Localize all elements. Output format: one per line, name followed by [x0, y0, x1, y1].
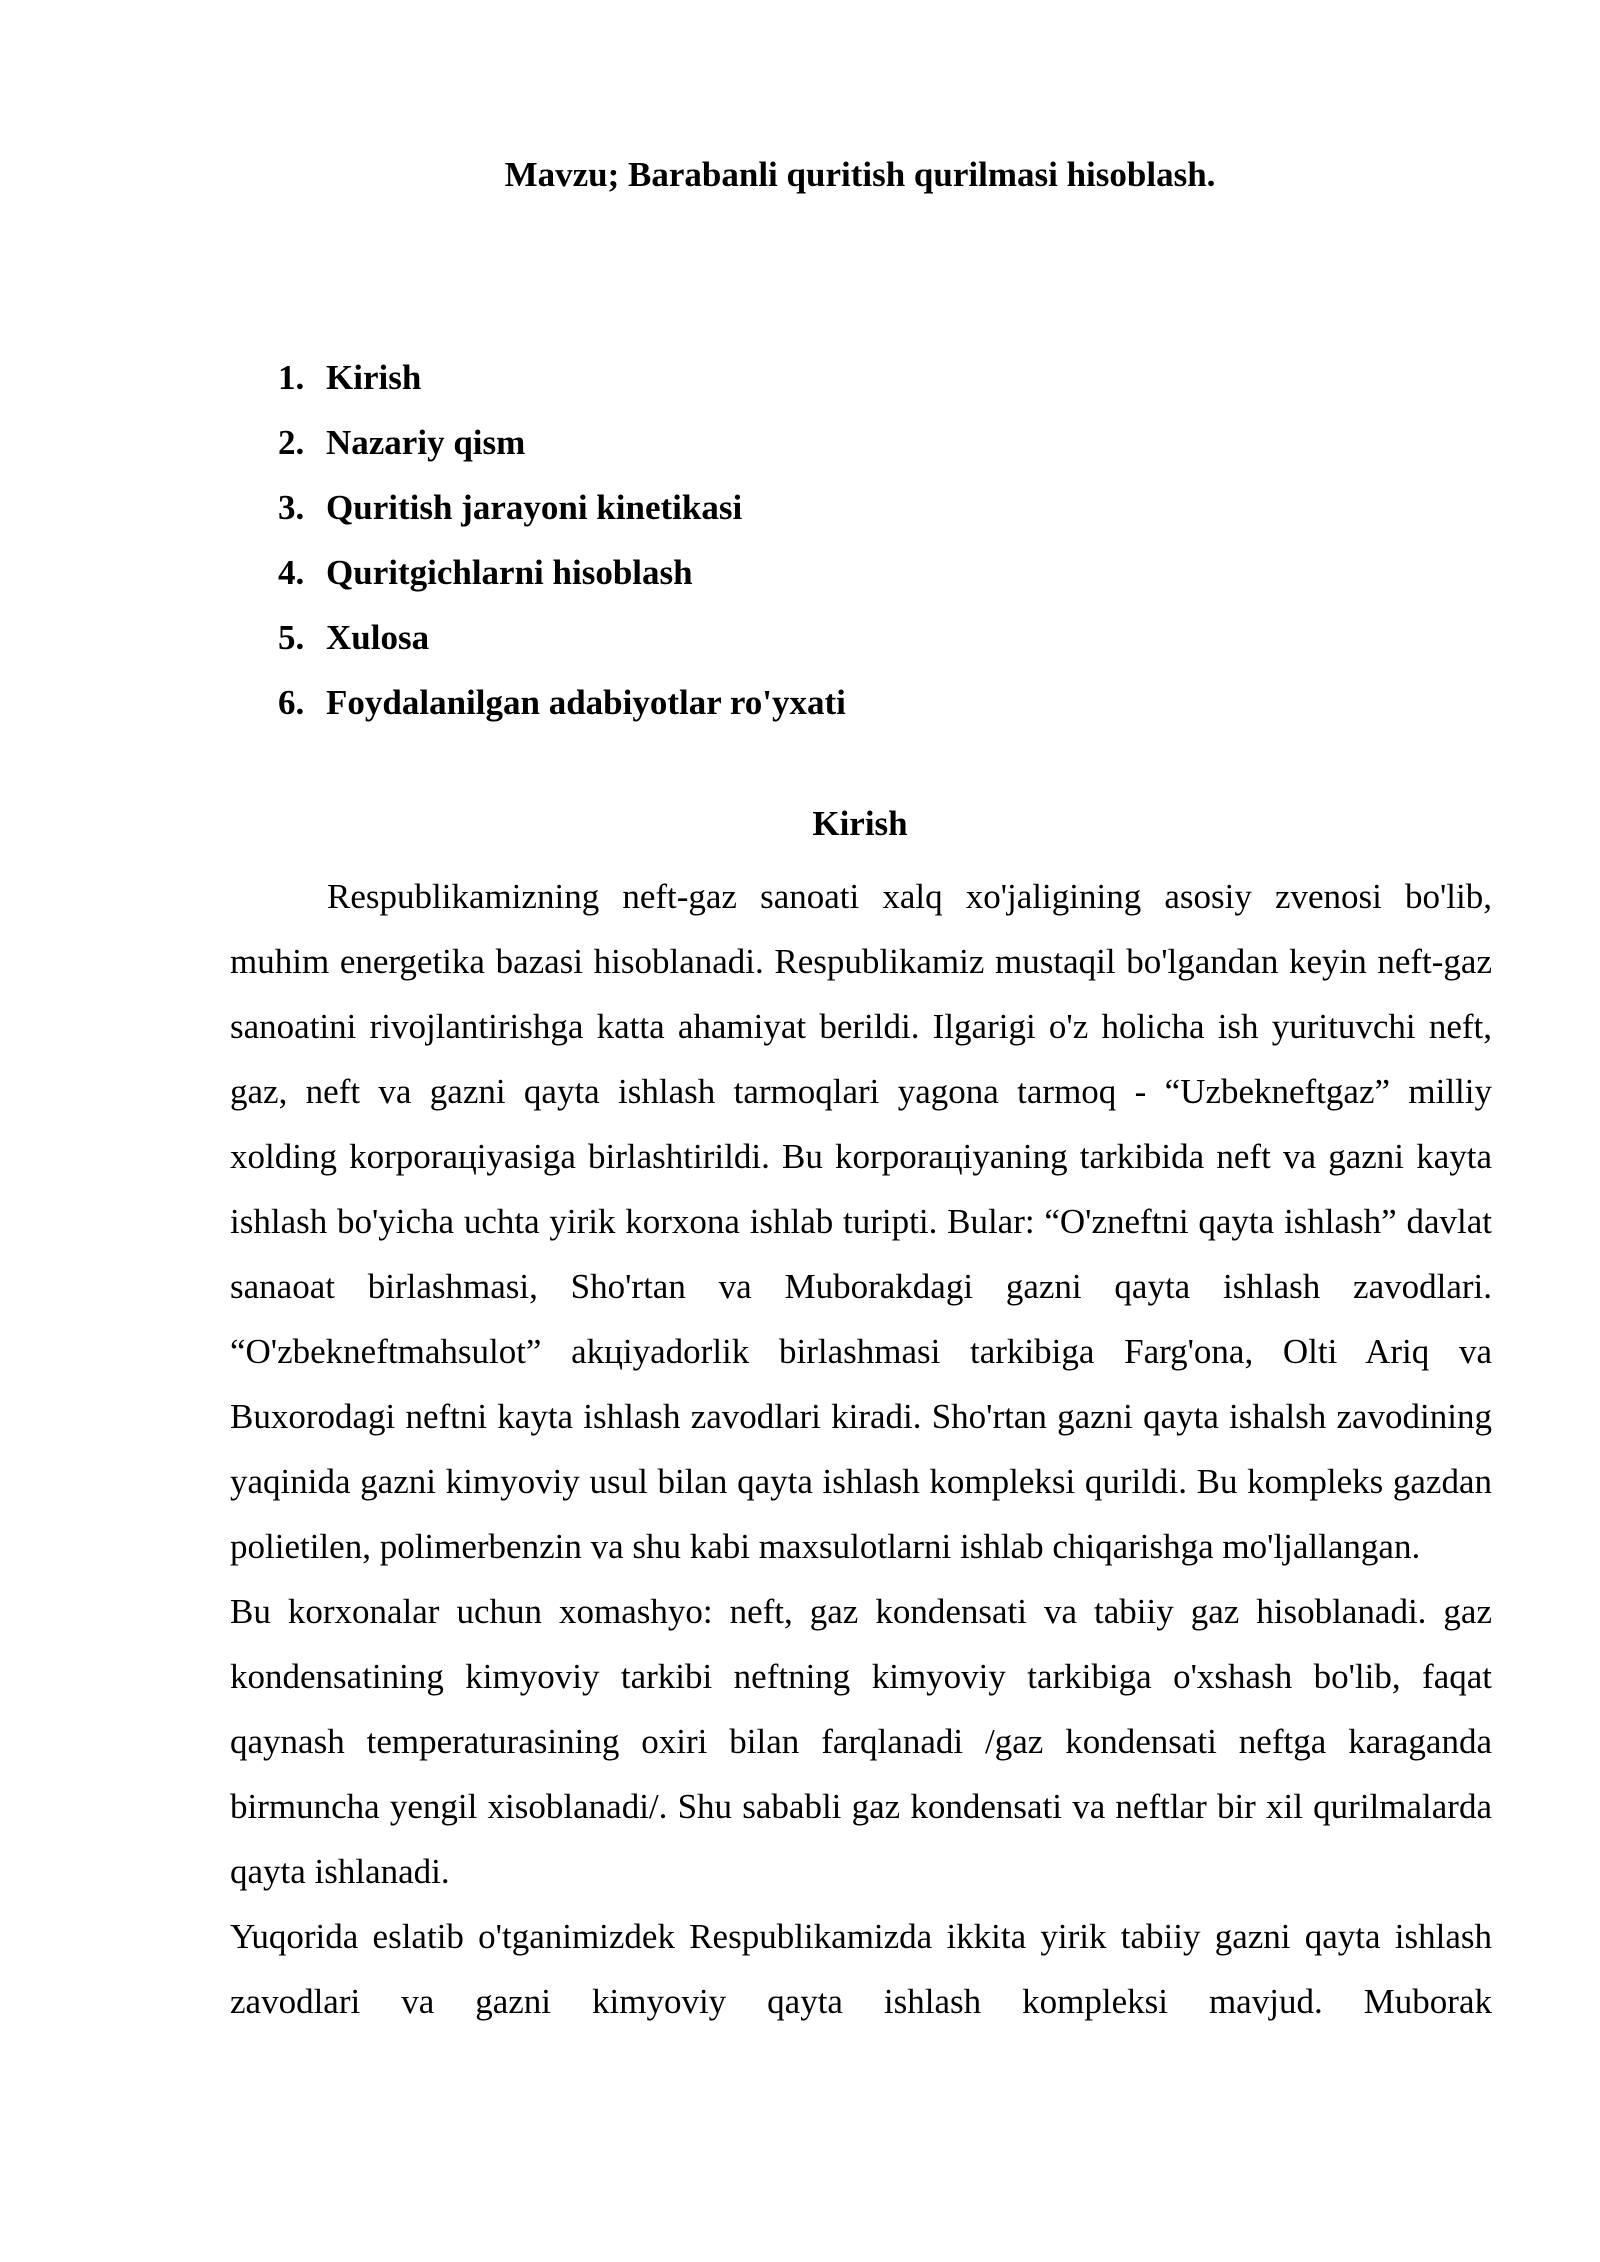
- toc-item: [278, 670, 846, 735]
- body-paragraph: Bu korxonalar uchun xomashyo: neft, gaz kondensati va tabiiy gaz hisoblanadi. gaz kondensatining kimyoviy tarkibi neftning kimyoviy tarkibiga o'xshash bo'lib, faqat qaynash temperaturasining oxiri bilan farqlanadi /gaz kondensati neftga karaganda birmuncha yengil xisoblanadi/. Shu sababli gaz kondensati va neftlar bir xil qurilmalarda qayta ishlanadi.: [230, 1592, 1492, 1891]
- toc-item-number: 5.: [278, 618, 305, 657]
- toc-item-label: Quritish jarayoni kinetikasi: [326, 488, 743, 527]
- toc-item-number: 3.: [278, 488, 305, 527]
- toc-item-label: Quritgichlarni hisoblash: [326, 553, 693, 592]
- body-paragraph: Yuqorida eslatib o'tganimizdek Respublikamizda ikkita yirik tabiiy gazni qayta ishlash zavodlari va gazni kimyoviy qayta ishlash kompleksi mavjud. Muborak: [230, 1917, 1492, 2021]
- toc-item-label: Nazariy qism: [326, 423, 526, 462]
- toc-item: [278, 540, 846, 605]
- toc-item-label: Foydalanilgan adabiyotlar ro'yxati: [326, 683, 846, 722]
- toc-item: [278, 345, 846, 410]
- table-of-contents: [278, 345, 846, 735]
- toc-item: [278, 475, 846, 540]
- toc-item-number: 2.: [278, 423, 305, 462]
- document-title: Mavzu; Barabanli quritish qurilmasi hisoblash.: [504, 155, 1216, 194]
- body-paragraph: Respublikamizning neft-gaz sanoati xalq xo'jaligining asosiy zvenosi bo'lib, muhim energetika bazasi hisoblanadi. Respublikamiz mustaqil bo'lgandan keyin neft-gaz sanoatini rivojlantirishga katta ahamiyat berildi. Ilgarigi o'z holicha ish yurituvchi neft, gaz, neft va gazni qayta ishlash tarmoqlari yagona tarmoq - “Uzbekneftgaz” milliy xolding korporaцiyasiga birlashtirildi. Bu korporaцiyaning tarkibida neft va gazni kayta ishlash bo'yicha uchta yirik korxona ishlab turipti. Bular: “O'zneftni qayta ishlash” davlat sanaoat birlashmasi, Sho'rtan va Muborakdagi gazni qayta ishlash zavodlari. “O'zbekneftmahsulot” akцiyadorlik birlashmasi tarkibiga Farg'ona, Olti Ariq va Buxorodagi neftni kayta ishlash zavodlari kiradi. Sho'rtan gazni qayta ishalsh zavodining yaqinida gazni kimyoviy usul bilan qayta ishlash kompleksi qurildi. Bu kompleks gazdan polietilen, polimerbenzin va shu kabi maxsulotlarni ishlab chiqarishga mo'ljallangan.: [230, 877, 1492, 1566]
- toc-item-number: 4.: [278, 553, 305, 592]
- toc-item-label: Xulosa: [326, 618, 430, 657]
- body-text: [230, 864, 1492, 2034]
- toc-item-number: 1.: [278, 358, 305, 397]
- section-heading: Kirish: [812, 804, 908, 843]
- toc-item: [278, 410, 846, 475]
- toc-item-label: Kirish: [326, 358, 422, 397]
- toc-item-number: 6.: [278, 683, 305, 722]
- toc-item: [278, 605, 846, 670]
